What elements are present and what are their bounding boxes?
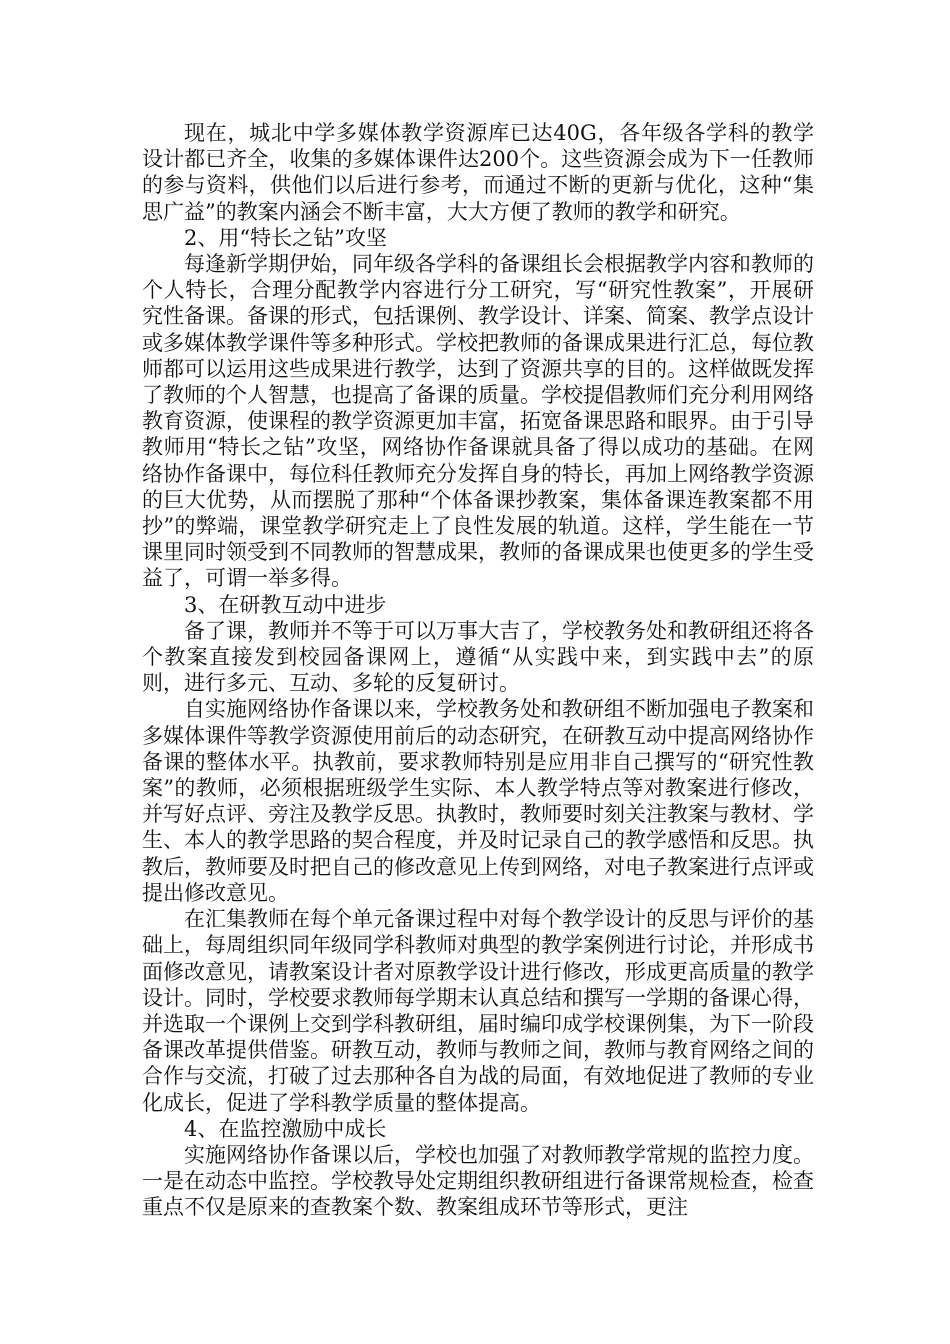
paragraph: 自实施网络协作备课以来，学校教务处和教研组不断加强电子教案和多媒体课件等教学资源使用前后的动态研究，在研教互动中提高网络协作备课的整体水平。执教前，要求教师特别是应用非自己撰写的“研究性教案”的教师，必须根据班级学生实际、本人教学特点等对教案进行修改，并写好点评、旁注及教学反思。执教时，教师要时刻关注教案与教材、学生、本人的教学思路的契合程度，并及时记录自己的教学感悟和反思。执教后，教师要及时把自己的修改意见上传到网络，对电子教案进行点评或提出修改意见。 — [142, 697, 814, 905]
section-heading: 3、在研教互动中进步 — [184, 592, 387, 617]
paragraph: 现在，城北中学多媒体教学资源库已达40G，各年级各学科的教学设计都已齐全，收集的多媒体课件达200个。这些资源会成为下一任教师的参与资料，供他们以后进行参考，而通过不断的更新与优化，这种“集思广益”的教案内涵会不断丰富，大大方便了教师的教学和研究。 — [142, 121, 814, 224]
section-heading: 4、在监控激励中成长 — [184, 1116, 387, 1141]
paragraph: 在汇集教师在每个单元备课过程中对每个教学设计的反思与评价的基础上，每周组织同年级同学科教师对典型的教学案例进行讨论，并形成书面修改意见，请教案设计者对原教学设计进行修改，形成更高质量的教学设计。同时，学校要求教师每学期末认真总结和撰写一学期的备课心得，并选取一个课例上交到学科教研组，届时编印成学校课例集，为下一阶段备课改革提供借鉴。研教互动，教师与教师之间，教师与教育网络之间的合作与交流，打破了过去那种各自为战的局面，有效地促进了教师的专业化成长，促进了学科教学质量的整体提高。 — [142, 907, 814, 1115]
paragraph: 备了课，教师并不等于可以万事大吉了，学校教务处和教研组还将各个教案直接发到校园备课网上，遵循“从实践中来，到实践中去”的原则，进行多元、互动、多轮的反复研讨。 — [142, 618, 814, 696]
paragraph: 实施网络协作备课以后，学校也加强了对教师教学常规的监控力度。一是在动态中监控。学校教导处定期组织教研组进行备课常规检查，检查重点不仅是原来的查教案个数、教案组成环节等形式，更注 — [142, 1142, 814, 1220]
document-body — [142, 120, 814, 1221]
paragraph: 每逢新学期伊始，同年级各学科的备课组长会根据教学内容和教师的个人特长，合理分配教学内容进行分工研究，写“研究性教案”，开展研究性备课。备课的形式，包括课例、教学设计、详案、简案、教学点设计或多媒体教学课件等多种形式。学校把教师的备课成果进行汇总，每位教师都可以运用这些成果进行教学，达到了资源共享的目的。这样做既发挥了教师的个人智慧，也提高了备课的质量。学校提倡教师们充分利用网络教育资源，使课程的教学资源更加丰富，拓宽备课思路和眼界。由于引导教师用“特长之钻”攻坚，网络协作备课就具备了得以成功的基础。在网络协作备课中，每位科任教师充分发挥自身的特长，再加上网络教学资源的巨大优势，从而摆脱了那种“个体备课抄教案，集体备课连教案都不用抄”的弊端，课堂教学研究走上了良性发展的轨道。这样，学生能在一节课里同时领受到不同教师的智慧成果，教师的备课成果也使更多的学生受益了，可谓一举多得。 — [142, 252, 814, 591]
section-heading: 2、用“特长之钻”攻坚 — [184, 225, 387, 250]
